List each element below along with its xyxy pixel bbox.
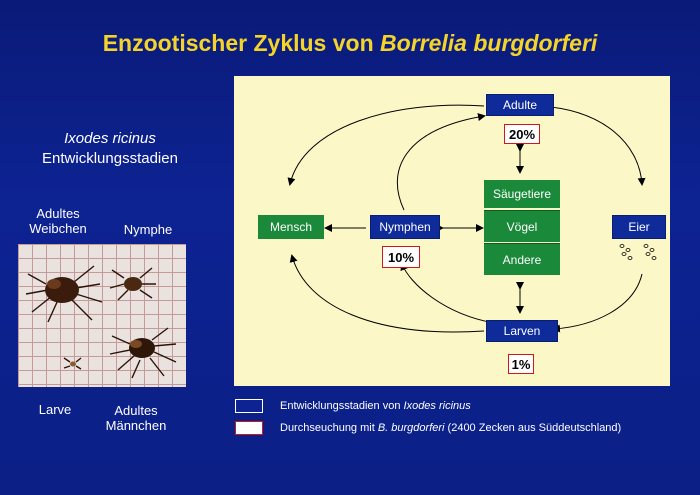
legend-stages-prefix: Entwicklungsstadien von bbox=[280, 400, 404, 412]
legend-infection-text bbox=[280, 422, 621, 434]
host-human: Mensch bbox=[258, 215, 324, 239]
adults-infection-rate: 20% bbox=[504, 124, 540, 144]
page-title bbox=[0, 30, 700, 57]
nymph-tick bbox=[124, 277, 142, 291]
larvae-infection-rate: 1% bbox=[508, 354, 534, 374]
stages-label: Entwicklungsstadien bbox=[42, 150, 178, 167]
label-adult-male: Adultes Männchen bbox=[105, 403, 167, 433]
stage-larvae: Larven bbox=[486, 320, 558, 342]
legend-infection-swatch bbox=[235, 421, 263, 435]
label-larva: Larve bbox=[38, 402, 72, 417]
species-label: Ixodes ricinus bbox=[64, 130, 156, 147]
legend-stages-species: Ixodes ricinus bbox=[403, 400, 471, 412]
legend-infection-suffix: (2400 Zecken aus Süddeutschland) bbox=[444, 422, 622, 434]
legend-infection-prefix: Durchseuchung mit bbox=[280, 422, 378, 434]
title-prefix: Enzootischer Zyklus von bbox=[102, 30, 381, 56]
host-mammals: Säugetiere bbox=[484, 180, 560, 208]
tick-stages-photo bbox=[18, 244, 186, 387]
host-birds: Vögel bbox=[484, 210, 560, 242]
label-adult-female: Adultes Weibchen bbox=[29, 206, 87, 236]
label-nymph: Nymphe bbox=[123, 222, 173, 237]
legend-infection-species: B. burgdorferi bbox=[377, 422, 445, 434]
legend-stages-text bbox=[280, 400, 471, 412]
ticks-illustration bbox=[18, 244, 186, 387]
stage-adults: Adulte bbox=[486, 94, 554, 116]
nymphs-infection-rate: 10% bbox=[382, 246, 420, 268]
larva-tick bbox=[70, 362, 76, 367]
host-other: Andere bbox=[484, 243, 560, 275]
stage-nymphs: Nymphen bbox=[370, 215, 440, 239]
legend-stage-swatch bbox=[235, 399, 263, 413]
cycle-diagram bbox=[234, 76, 670, 386]
title-organism: Borrelia burgdorferi bbox=[380, 30, 598, 56]
eggs-icon bbox=[620, 245, 656, 260]
stage-eggs: Eier bbox=[612, 215, 666, 239]
